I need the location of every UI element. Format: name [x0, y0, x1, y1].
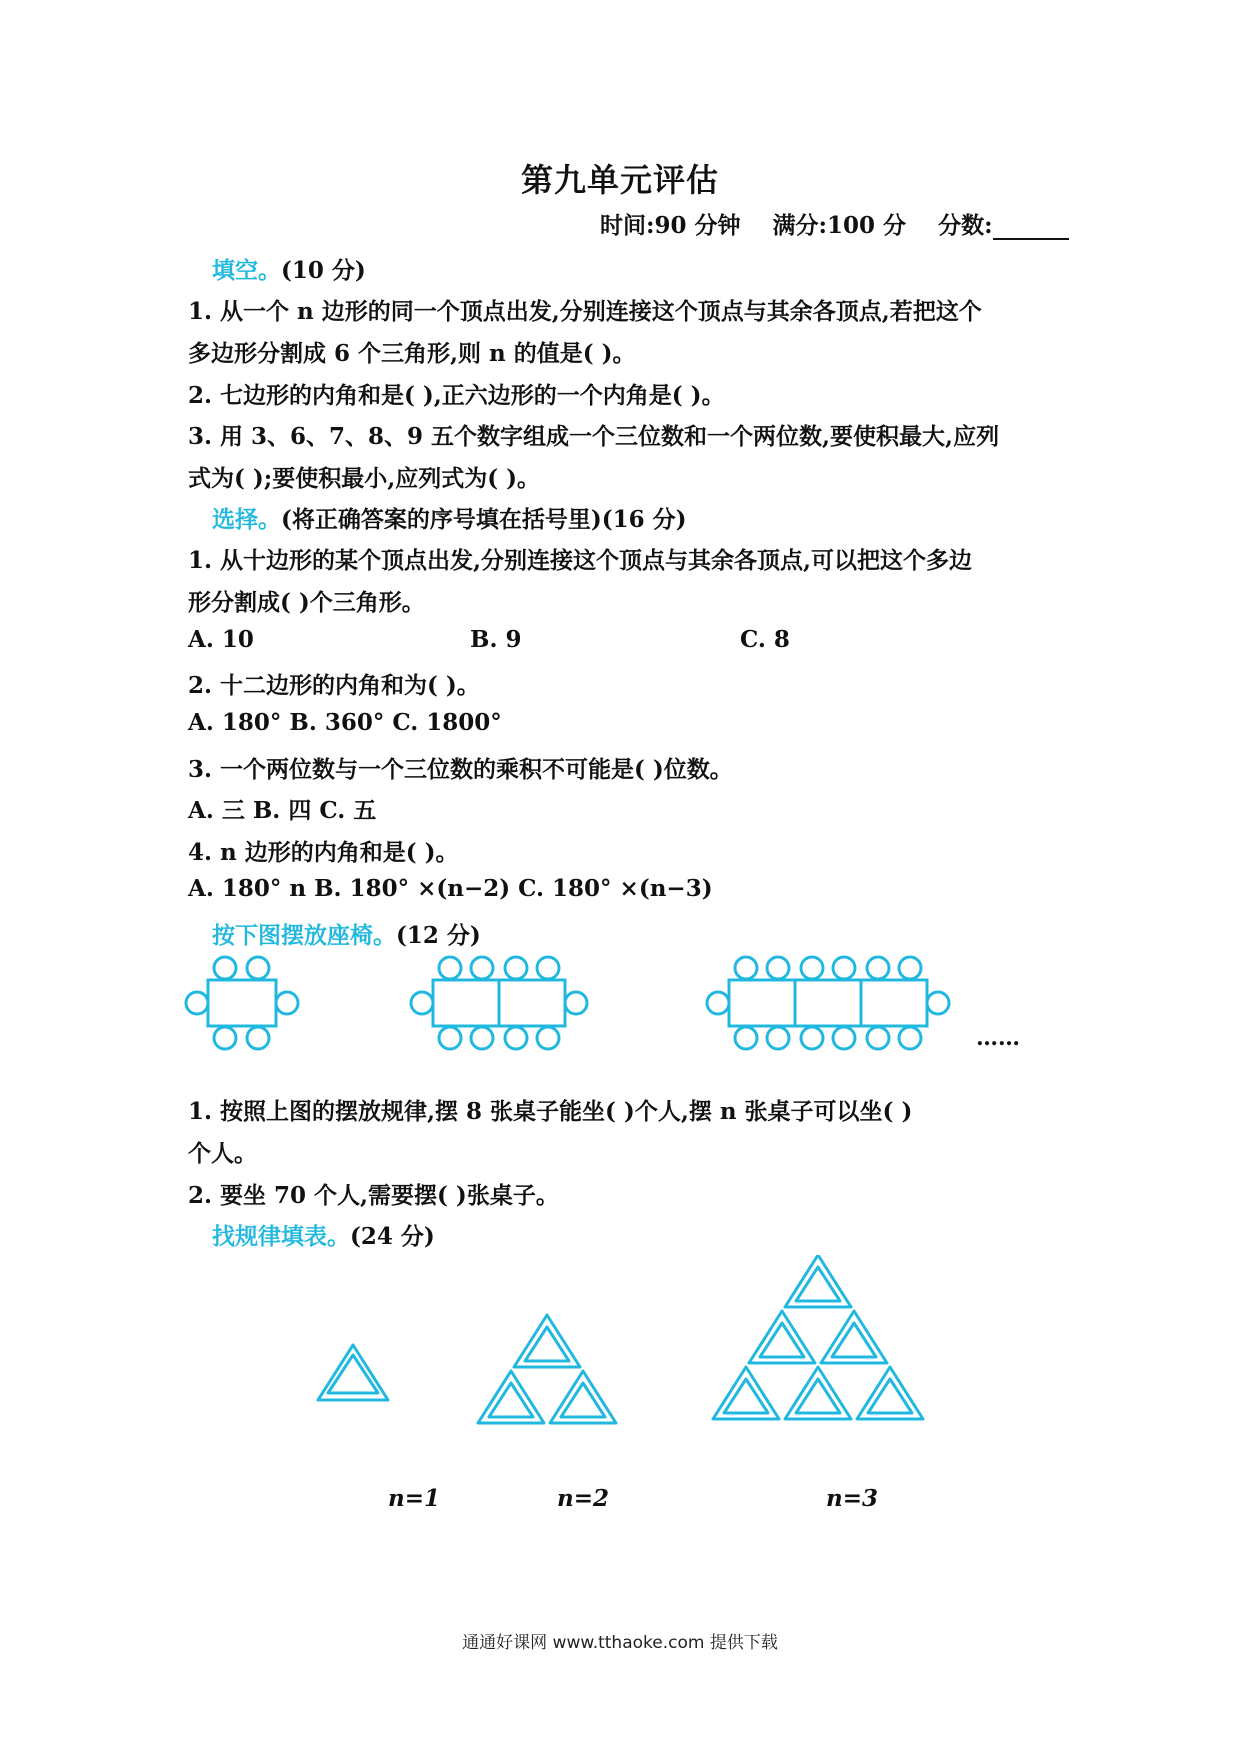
section1-points: (10 分): [281, 257, 366, 284]
chair: [537, 1027, 559, 1049]
chair: [867, 957, 889, 979]
s3-q1-line2: 个人。: [188, 1140, 257, 1167]
matchstick-triangles-figure: [300, 1255, 940, 1455]
three-tables-group: [707, 957, 949, 1049]
triangle-n1: [318, 1345, 388, 1400]
chair: [439, 1027, 461, 1049]
pattern-ellipsis: ……: [976, 1025, 1020, 1051]
s2-q2: 2. 十二边形的内角和为( )。: [188, 672, 480, 699]
chair: [899, 1027, 921, 1049]
tables-chairs-figure: [180, 950, 1040, 1060]
s1-q2: 2. 七边形的内角和是( ),正六边形的一个内角是( )。: [188, 382, 725, 409]
section4-heading: [212, 1218, 435, 1251]
section3-heading: [212, 917, 481, 950]
chair: [767, 1027, 789, 1049]
section2-points: (将正确答案的序号填在括号里)(16 分): [281, 506, 687, 533]
table-rect: [795, 980, 861, 1026]
time-info: 时间:90 分钟: [600, 212, 741, 239]
chair: [537, 957, 559, 979]
s2-q4-options: A. 180° n B. 180° ×(n−2) C. 180° ×(n−3): [188, 875, 713, 902]
section2-heading: [212, 501, 687, 534]
chair: [214, 1027, 236, 1049]
label-n3: n=3: [826, 1485, 878, 1512]
chair: [186, 992, 208, 1014]
table-rect: [208, 980, 276, 1026]
chair: [505, 1027, 527, 1049]
footer-text: 通通好课网 www.tthaoke.com 提供下载: [462, 1633, 778, 1653]
s3-q1-line1: 1. 按照上图的摆放规律,摆 8 张桌子能坐( )个人,摆 n 张桌子可以坐( ): [188, 1098, 913, 1125]
section3-title: 按下图摆放座椅。: [212, 922, 396, 949]
chair: [767, 957, 789, 979]
chair: [833, 1027, 855, 1049]
chair: [471, 957, 493, 979]
s2-q3-options: A. 三 B. 四 C. 五: [188, 797, 377, 824]
chair: [471, 1027, 493, 1049]
chair: [801, 957, 823, 979]
chair: [411, 992, 433, 1014]
chair: [735, 1027, 757, 1049]
section3-points: (12 分): [396, 922, 481, 949]
chair: [927, 992, 949, 1014]
s1-q3-line1: 3. 用 3、6、7、8、9 五个数字组成一个三位数和一个两位数,要使积最大,应列: [188, 423, 1000, 450]
chair: [801, 1027, 823, 1049]
s1-q1-line2: 多边形分割成 6 个三角形,则 n 的值是( )。: [188, 340, 636, 367]
s2-q1-option-a: A. 10: [188, 626, 254, 653]
section1-heading: [212, 252, 366, 285]
exam-meta: [600, 207, 1069, 240]
triangle-n3: [713, 1255, 923, 1419]
chair: [833, 957, 855, 979]
full-score-info: 满分:100 分: [772, 212, 907, 239]
one-table-group: [186, 957, 298, 1049]
chair: [707, 992, 729, 1014]
page-title: 第九单元评估: [520, 161, 719, 199]
section2-title: 选择。: [212, 506, 281, 533]
section4-title: 找规律填表。: [212, 1223, 350, 1250]
s2-q1-line1: 1. 从十边形的某个顶点出发,分别连接这个顶点与其余各顶点,可以把这个多边: [188, 547, 973, 574]
chair: [247, 1027, 269, 1049]
section1-title: 填空。: [212, 257, 281, 284]
table-rect: [861, 980, 927, 1026]
score-label: 分数:: [938, 212, 993, 239]
s2-q3: 3. 一个两位数与一个三位数的乘积不可能是( )位数。: [188, 756, 733, 783]
chair: [735, 957, 757, 979]
score-blank[interactable]: [993, 218, 1069, 240]
two-tables-group: [411, 957, 587, 1049]
table-rect: [433, 980, 499, 1026]
chair: [899, 957, 921, 979]
s2-q1-option-b: B. 9: [470, 626, 522, 653]
s2-q2-options: A. 180° B. 360° C. 1800°: [188, 709, 502, 736]
chair: [505, 957, 527, 979]
chair: [276, 992, 298, 1014]
table-rect: [499, 980, 565, 1026]
s2-q1-option-c: C. 8: [740, 626, 790, 653]
label-n1: n=1: [388, 1485, 440, 1512]
s1-q3-line2: 式为( );要使积最小,应列式为( )。: [188, 465, 541, 492]
triangle-n2: [478, 1315, 616, 1423]
label-n2: n=2: [557, 1485, 609, 1512]
chair: [214, 957, 236, 979]
s3-q2: 2. 要坐 70 个人,需要摆( )张桌子。: [188, 1182, 559, 1209]
section4-points: (24 分): [350, 1223, 435, 1250]
chair: [867, 1027, 889, 1049]
table-rect: [729, 980, 795, 1026]
s2-q4: 4. n 边形的内角和是( )。: [188, 839, 459, 866]
s2-q1-line2: 形分割成( )个三角形。: [188, 589, 425, 616]
s1-q1-line1: 1. 从一个 n 边形的同一个顶点出发,分别连接这个顶点与其余各顶点,若把这个: [188, 298, 982, 325]
chair: [247, 957, 269, 979]
chair: [565, 992, 587, 1014]
chair: [439, 957, 461, 979]
